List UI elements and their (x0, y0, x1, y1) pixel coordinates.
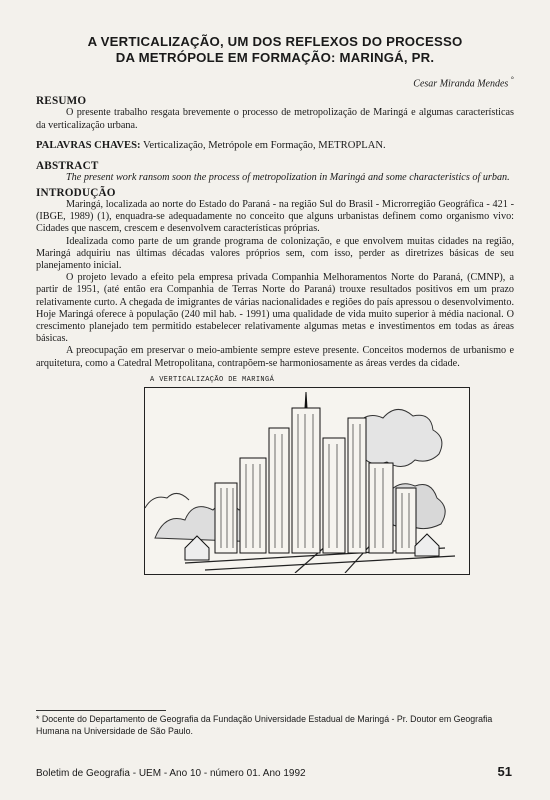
footnote-text: Docente do Departamento de Geografia da Fundação Universidade Estadual de Maringá - Pr. Doutor em Geografia Humana na Universidade de São Paulo. (36, 714, 493, 736)
journal-footer: Boletim de Geografia - UEM - Ano 10 - número 01. Ano 1992 (36, 768, 306, 779)
intro-paragraph-1: Maringá, localizada ao norte do Estado do Paraná - na região Sul do Brasil - Microrregião Geográfica - 421 - (IBGE, 1989) (1), enquadra-se adequadamente no conceito que alguns urbanistas definem como organismo vivo: Cidades que nascem, crescem e desenvolvem características próprias. (36, 198, 514, 235)
intro-heading: INTRODUÇÃO (36, 186, 116, 199)
intro-paragraph-2: Idealizada como parte de um grande programa de colonização, e que envolvem muitas cidades na região, Maringá adquiriu nas últimas décadas valores próprios sem, com isso, perder as diretrizes básicas de seu planejamento inicial. (36, 235, 514, 271)
figure (144, 376, 470, 575)
page-number: 51 (497, 764, 512, 779)
abstract-text: The present work ransom soon the process of metropolization in Maringá and some characteristics of urban. (66, 171, 510, 183)
abstract-heading: ABSTRACT (36, 159, 99, 172)
figure-frame (144, 387, 470, 575)
keywords-text: Verticalização, Metrópole em Formação, METROPLAN. (140, 139, 386, 151)
figure-title: A VERTICALIZAÇÃO DE MARINGÁ (150, 375, 275, 384)
intro-paragraph-4: A preocupação em preservar o meio-ambiente sempre esteve presente. Conceitos modernos de urbanismo e arquitetura, como a Catedral Metropolitana, contrapõem-se harmoniosamente as áreas verdes da cidade. (36, 345, 514, 369)
footnote-mark: * (36, 714, 40, 724)
city-skyline-illustration-icon (145, 388, 468, 573)
author-line (36, 75, 514, 89)
resumo-text: O presente trabalho resgata brevemente o processo de metropolização de Maringá e algumas características da verticalização urbana. (36, 107, 514, 131)
resumo-heading: RESUMO (36, 95, 87, 108)
footnote (36, 714, 506, 737)
title-line-2: DA METRÓPOLE EM FORMAÇÃO: MARINGÁ, PR. (115, 50, 435, 65)
author-name: Cesar Miranda Mendes (413, 78, 509, 90)
keywords-label: PALAVRAS CHAVES: (36, 139, 141, 151)
footnote-rule (36, 710, 166, 711)
article (36, 34, 514, 575)
intro-paragraph-3: O projeto levado a efeito pela empresa privada Companhia Melhoramentos Norte do Paraná, (CMNP), a partir de 1951, (até então era Companhia de Terras Norte do Paraná) trouxe resultados positivos em um prazo relativamente curto. A chegada de imigrantes de várias nacionalidades e regiões do país apressou o desenvolvimento. Hoje Maringá oferece à população (240 mil hab. - 1991) uma qualidade de vida muito superior à média nacional. O crescimento planejado tem permitido estabelecer relativamente algumas metas e investimentos em todas as áreas básicas. (36, 272, 514, 345)
author-mark: ° (510, 75, 514, 84)
article-title (36, 34, 514, 66)
keywords (36, 140, 514, 151)
title-line-1: A VERTICALIZAÇÃO, UM DOS REFLEXOS DO PROCESSO (87, 34, 463, 49)
